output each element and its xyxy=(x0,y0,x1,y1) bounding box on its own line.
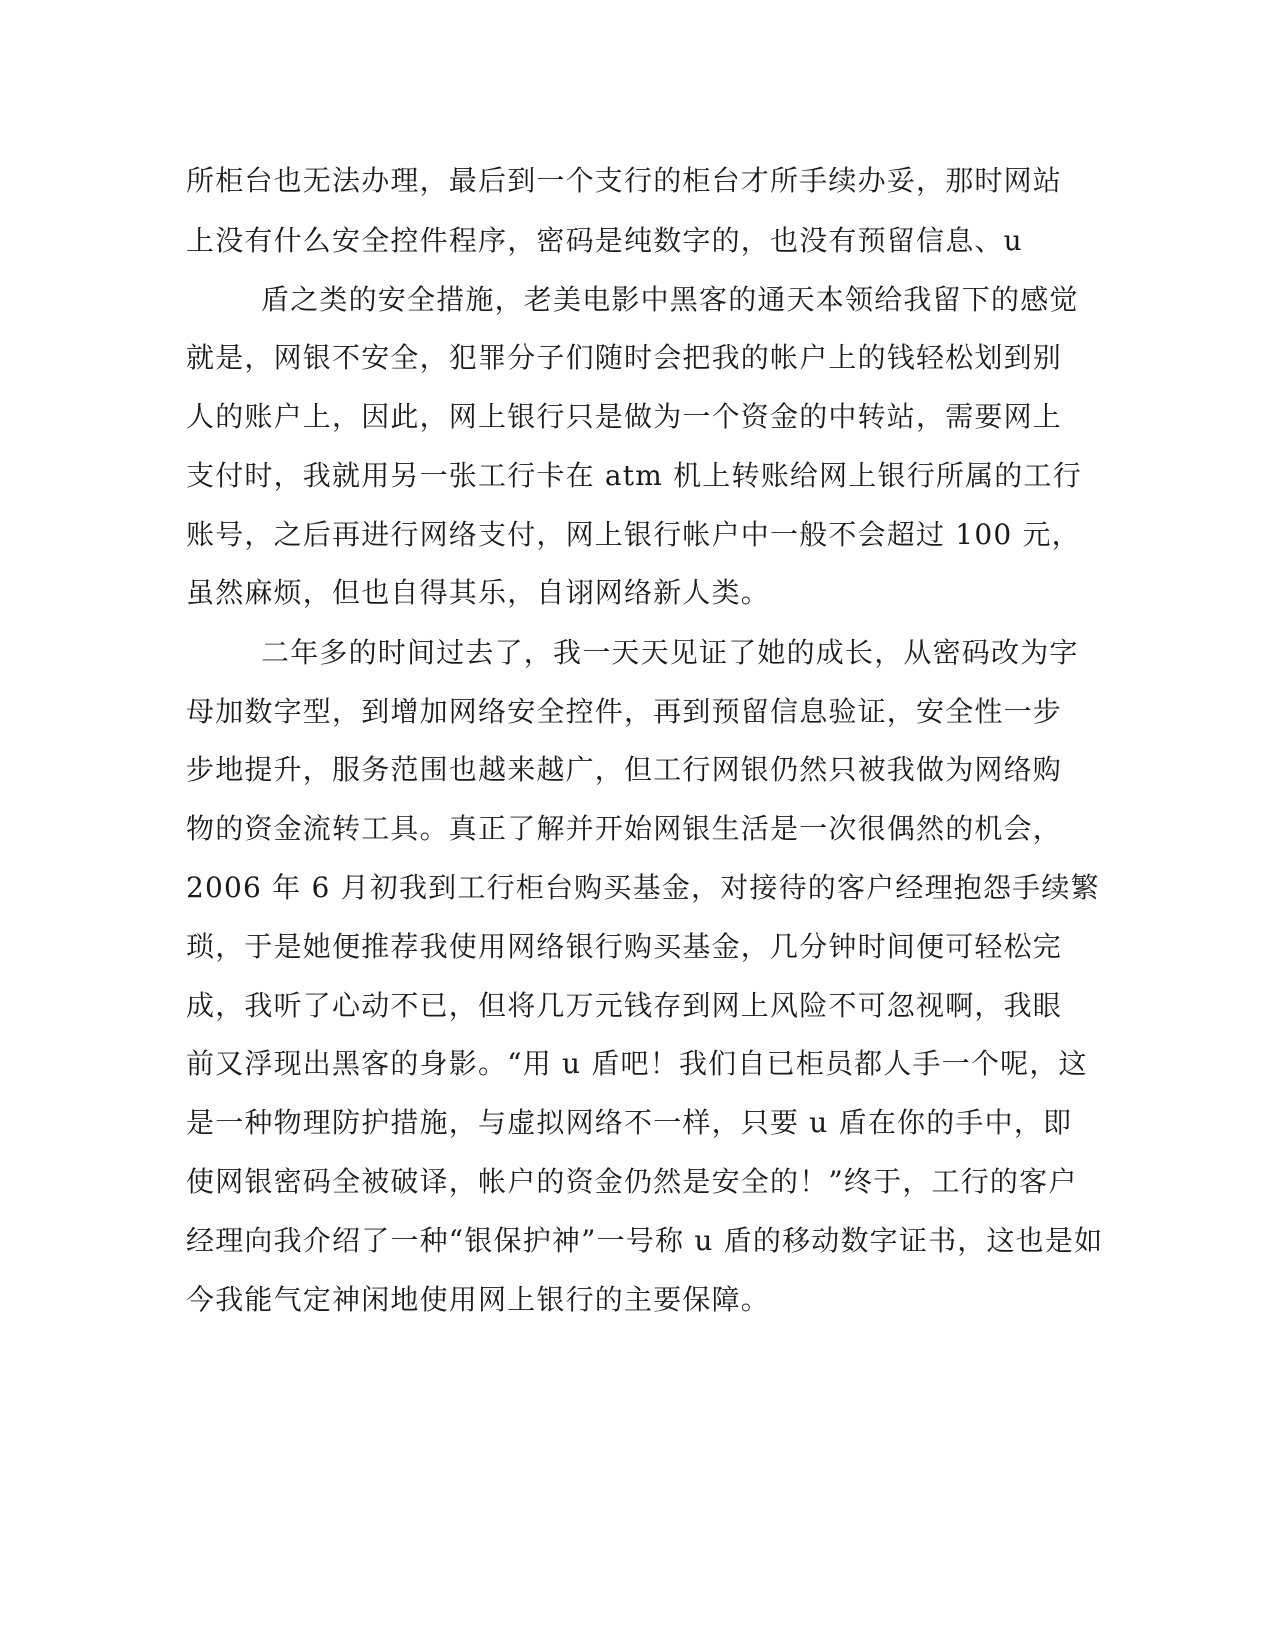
text-line: 上没有什么安全控件程序，密码是纯数字的，也没有预留信息、u xyxy=(186,224,1023,257)
text-line: 今我能气定神闲地使用网上银行的主要保障。 xyxy=(186,1283,771,1316)
text-line: 就是，网银不安全，犯罪分子们随时会把我的帐户上的钱轻松划到别 xyxy=(186,341,1063,374)
text-line: 前又浮现出黑客的身影。“用 u 盾吧！我们自已柜员都人手一个呢，这 xyxy=(186,1047,1088,1080)
text-line: 账号，之后再进行网络支付，网上银行帐户中一般不会超过 100 元， xyxy=(186,518,1081,551)
text-line: 盾之类的安全措施，老美电影中黑客的通天本领给我留下的感觉 xyxy=(261,283,1079,316)
text-line: 成，我听了心动不已，但将几万元钱存到网上风险不可忽视啊，我眼 xyxy=(186,989,1063,1022)
text-line: 使网银密码全被破译，帐户的资金仍然是安全的！”终于，工行的客户 xyxy=(186,1165,1078,1198)
text-line: 虽然麻烦，但也自得其乐，自诩网络新人类。 xyxy=(186,576,771,609)
text-line: 人的账户上，因此，网上银行只是做为一个资金的中转站，需要网上 xyxy=(186,400,1063,433)
text-line: 琐，于是她便推荐我使用网络银行购买基金，几分钟时间便可轻松完 xyxy=(186,930,1063,963)
text-line: 2006 年 6 月初我到工行柜台购买基金，对接待的客户经理抱怨手续繁 xyxy=(186,871,1100,904)
text-line: 支付时，我就用另一张工行卡在 atm 机上转账给网上银行所属的工行 xyxy=(186,459,1082,492)
text-line: 经理向我介绍了一种“银保护神”一号称 u 盾的移动数字证书，这也是如 xyxy=(186,1224,1104,1257)
text-line: 二年多的时间过去了，我一天天见证了她的成长，从密码改为字 xyxy=(261,636,1079,669)
text-line: 所柜台也无法办理，最后到一个支行的柜台才所手续办妥，那时网站 xyxy=(186,164,1063,197)
text-line: 母加数字型，到增加网络安全控件，再到预留信息验证，安全性一步 xyxy=(186,695,1063,728)
text-line: 步地提升，服务范围也越来越广，但工行网银仍然只被我做为网络购 xyxy=(186,753,1063,786)
text-line: 是一种物理防护措施，与虚拟网络不一样，只要 u 盾在你的手中，即 xyxy=(186,1106,1073,1139)
text-line: 物的资金流转工具。真正了解并开始网银生活是一次很偶然的机会， xyxy=(186,812,1063,845)
